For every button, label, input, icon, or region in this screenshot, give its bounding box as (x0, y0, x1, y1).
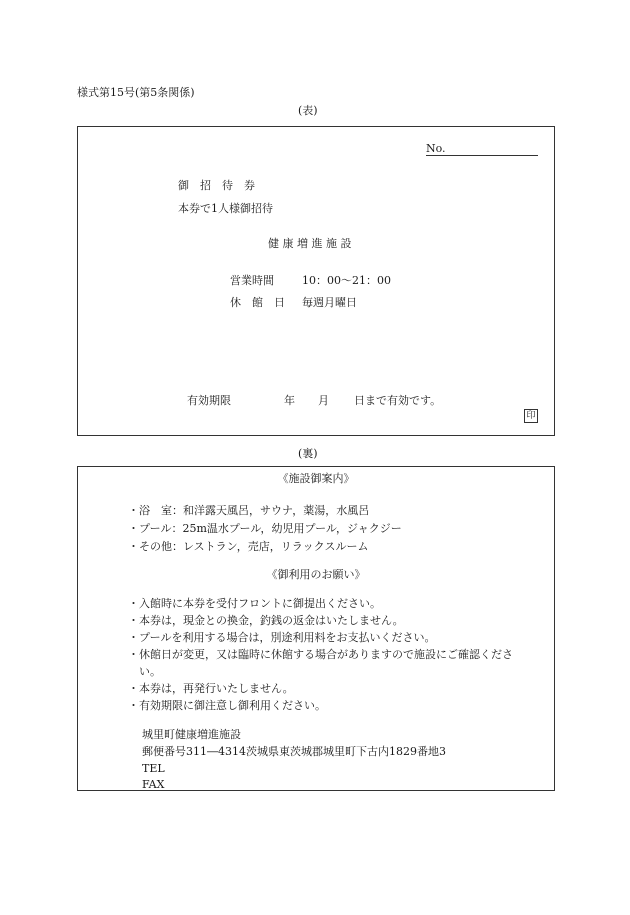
facility-item: ・浴 室：和洋露天風呂，サウナ，薬湯，水風呂 (128, 504, 370, 517)
contact-tel: TEL (142, 762, 165, 775)
invitation-title: 御 招 待 券 (178, 179, 255, 192)
rules-heading: 《御利用のお願い》 (266, 568, 366, 581)
rule-item: ・入館時に本券を受付フロントに御提出ください。 (128, 597, 381, 610)
facility-item: ・その他：レストラン，売店，リラックスルーム (128, 540, 369, 553)
form-number: 様式第15号(第5条関係) (77, 86, 195, 99)
rule-item: ・本券は，現金との換金，釣銭の返金はいたしません。 (128, 614, 404, 627)
contact-name: 城里町健康増進施設 (142, 728, 241, 741)
back-side-label: (裏) (298, 447, 318, 460)
validity-label: 有効期限 (187, 394, 231, 407)
seal-mark: 印 (524, 409, 538, 423)
contact-address: 郵便番号311―4314茨城県東茨城郡城里町下古内1829番地3 (142, 745, 446, 758)
validity-month-label: 月 (318, 394, 329, 407)
hours-value: 10：00～21：00 (302, 274, 391, 287)
back-ticket-panel (77, 466, 555, 791)
rule-item: ・有効期限に御注意し御利用ください。 (128, 699, 326, 712)
rule-item: ・休館日が変更，又は臨時に休館する場合がありますので施設にご確認くださ (128, 648, 513, 661)
guide-heading: 《施設御案内》 (277, 472, 355, 485)
closed-day-label: 休 館 日 (230, 296, 285, 309)
ticket-number-field (426, 143, 538, 156)
front-ticket-panel (77, 126, 555, 436)
contact-fax: FAX (142, 778, 165, 791)
rule-item: ・本券は，再発行いたしません。 (128, 682, 294, 695)
rule-item: ・プールを利用する場合は，別途利用料をお支払いください。 (128, 631, 436, 644)
validity-day-suffix: 日まで有効です。 (354, 394, 442, 407)
ticket-number-label: No. (426, 143, 538, 156)
validity-year-label: 年 (284, 394, 295, 407)
front-side-label: (表) (298, 104, 318, 117)
invitation-note: 本券で1人様御招待 (178, 202, 273, 215)
facility-name: 健 康 増 進 施 設 (268, 237, 352, 250)
closed-day-value: 毎週月曜日 (302, 296, 357, 309)
hours-label: 営業時間 (230, 274, 274, 287)
facility-item: ・プール：25m温水プール，幼児用プール，ジャクジー (128, 522, 402, 535)
rule-item: い。 (128, 665, 161, 678)
